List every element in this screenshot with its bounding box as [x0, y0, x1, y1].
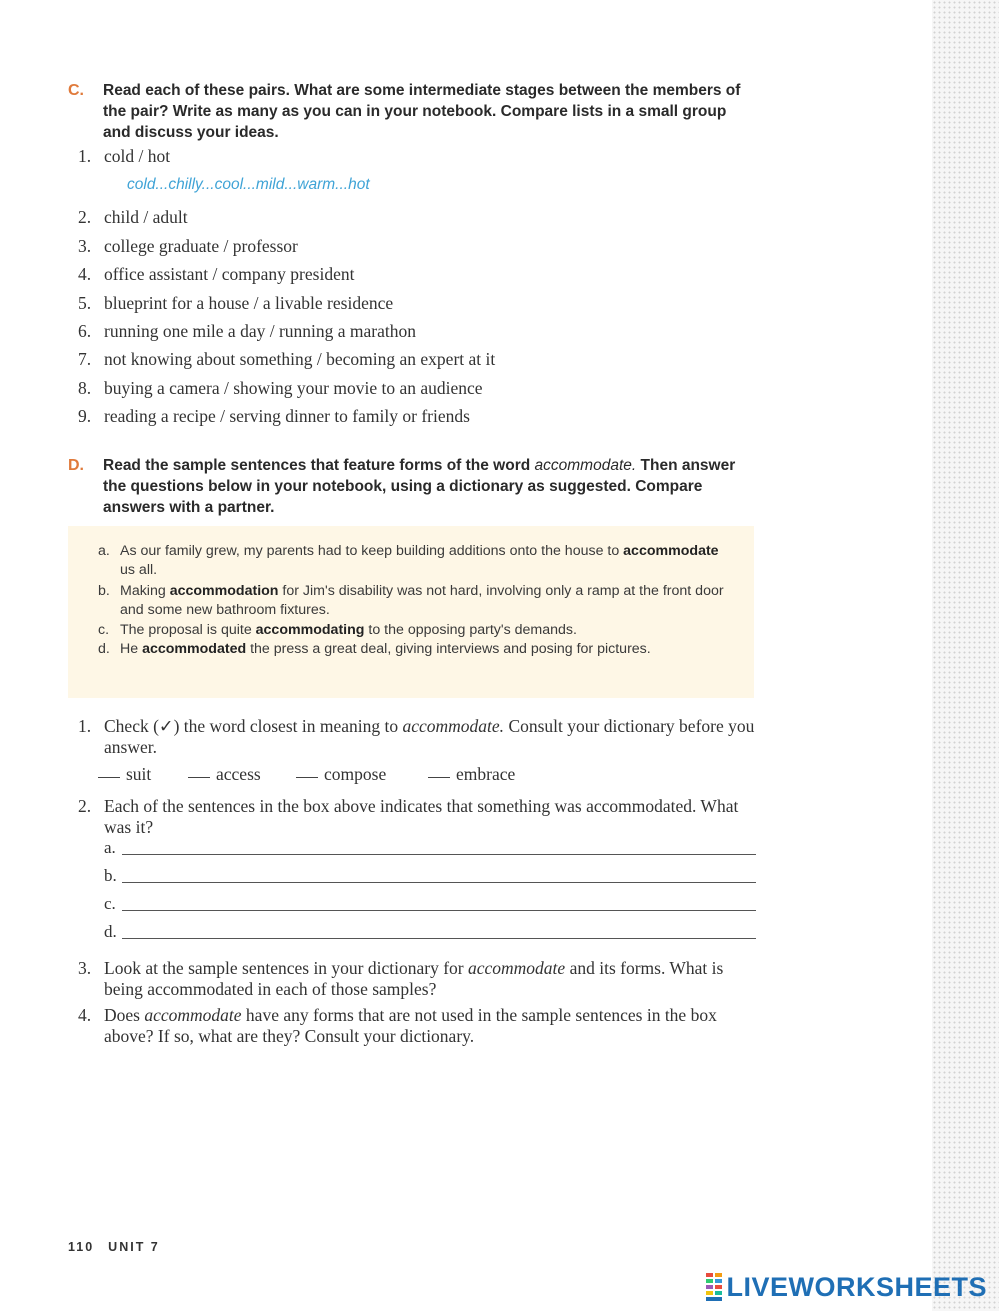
- answer-line-c[interactable]: c.: [104, 894, 756, 916]
- section-c-letter: C.: [68, 82, 84, 99]
- checkbox-blank[interactable]: [98, 777, 120, 778]
- sample-sentence: c. The proposal is quite accommodating to the opposing party's demands.: [98, 622, 577, 638]
- answer-line-d[interactable]: d.: [104, 922, 756, 944]
- question-4: 4. Does accommodate have any forms that are not used in the sample sentences in the box above? If so, what are they? Consult your dictionary.: [78, 1005, 717, 1046]
- checkbox-blank[interactable]: [428, 777, 450, 778]
- question-3: 3. Look at the sample sentences in your dictionary for accommodate and its forms. What is being accommodated in each of those samples?: [78, 958, 724, 999]
- pair-item: 7. not knowing about something / becoming an expert at it: [78, 349, 496, 369]
- pair-item: 6. running one mile a day / running a marathon: [78, 321, 417, 341]
- pair-item: 4. office assistant / company president: [78, 264, 355, 284]
- choice-embrace[interactable]: embrace: [428, 764, 515, 785]
- section-c-heading: [68, 80, 758, 143]
- choice-row: [98, 764, 618, 788]
- pair-item: 3. college graduate / professor: [78, 236, 298, 256]
- question-2: 2. Each of the sentences in the box above indicates that something was accommodated. What was it?: [78, 796, 739, 837]
- sample-sentence: a. As our family grew, my parents had to keep building additions onto the house to accommodate us all.: [98, 543, 719, 578]
- brand-logo: [706, 1270, 987, 1304]
- sample-sentence: b. Making accommodation for Jim's disability was not hard, involving only a ramp at the front door and some new bathroom fixtures.: [98, 583, 724, 618]
- page-number: 110: [68, 1240, 95, 1254]
- dotted-margin: [932, 0, 999, 1311]
- choice-access[interactable]: access: [188, 764, 261, 785]
- pair-item: 9. reading a recipe / serving dinner to family or friends: [78, 406, 470, 426]
- page-footer: [68, 1240, 174, 1254]
- brand-name: LIVEWORKSHEETS: [726, 1271, 987, 1302]
- section-d-letter: D.: [68, 457, 84, 474]
- section-d-heading: [68, 455, 758, 518]
- pair-item: 5. blueprint for a house / a livable residence: [78, 293, 394, 313]
- answer-line-b[interactable]: b.: [104, 866, 756, 888]
- question-1: 1. Check (✓) the word closest in meaning to accommodate. Consult your dictionary before you answer.: [78, 716, 755, 757]
- choice-compose[interactable]: compose: [296, 764, 386, 785]
- pair-item: 1. cold / hot: [78, 146, 171, 166]
- choice-suit[interactable]: suit: [98, 764, 151, 785]
- checkbox-blank[interactable]: [188, 777, 210, 778]
- example-answer: cold...chilly...cool...mild...warm...hot: [127, 176, 370, 193]
- section-d-instructions: Read the sample sentences that feature forms of the word accommodate. Then answer the questions below in your notebook, using a dictionary as suggested. Compare answers with a partner.: [103, 457, 736, 516]
- pair-item: 2. child / adult: [78, 207, 188, 227]
- section-c-instructions: Read each of these pairs. What are some intermediate stages between the members of the pair? Write as many as you can in your notebook. Compare lists in a small group and discuss your ideas.: [103, 82, 741, 141]
- checkbox-blank[interactable]: [296, 777, 318, 778]
- unit-label: UNIT 7: [108, 1240, 160, 1254]
- answer-line-a[interactable]: a.: [104, 838, 756, 860]
- liveworksheets-logo-icon: [706, 1273, 722, 1301]
- pair-item: 8. buying a camera / showing your movie to an audience: [78, 378, 483, 398]
- sample-sentence: d. He accommodated the press a great deal, giving interviews and posing for pictures.: [98, 641, 651, 657]
